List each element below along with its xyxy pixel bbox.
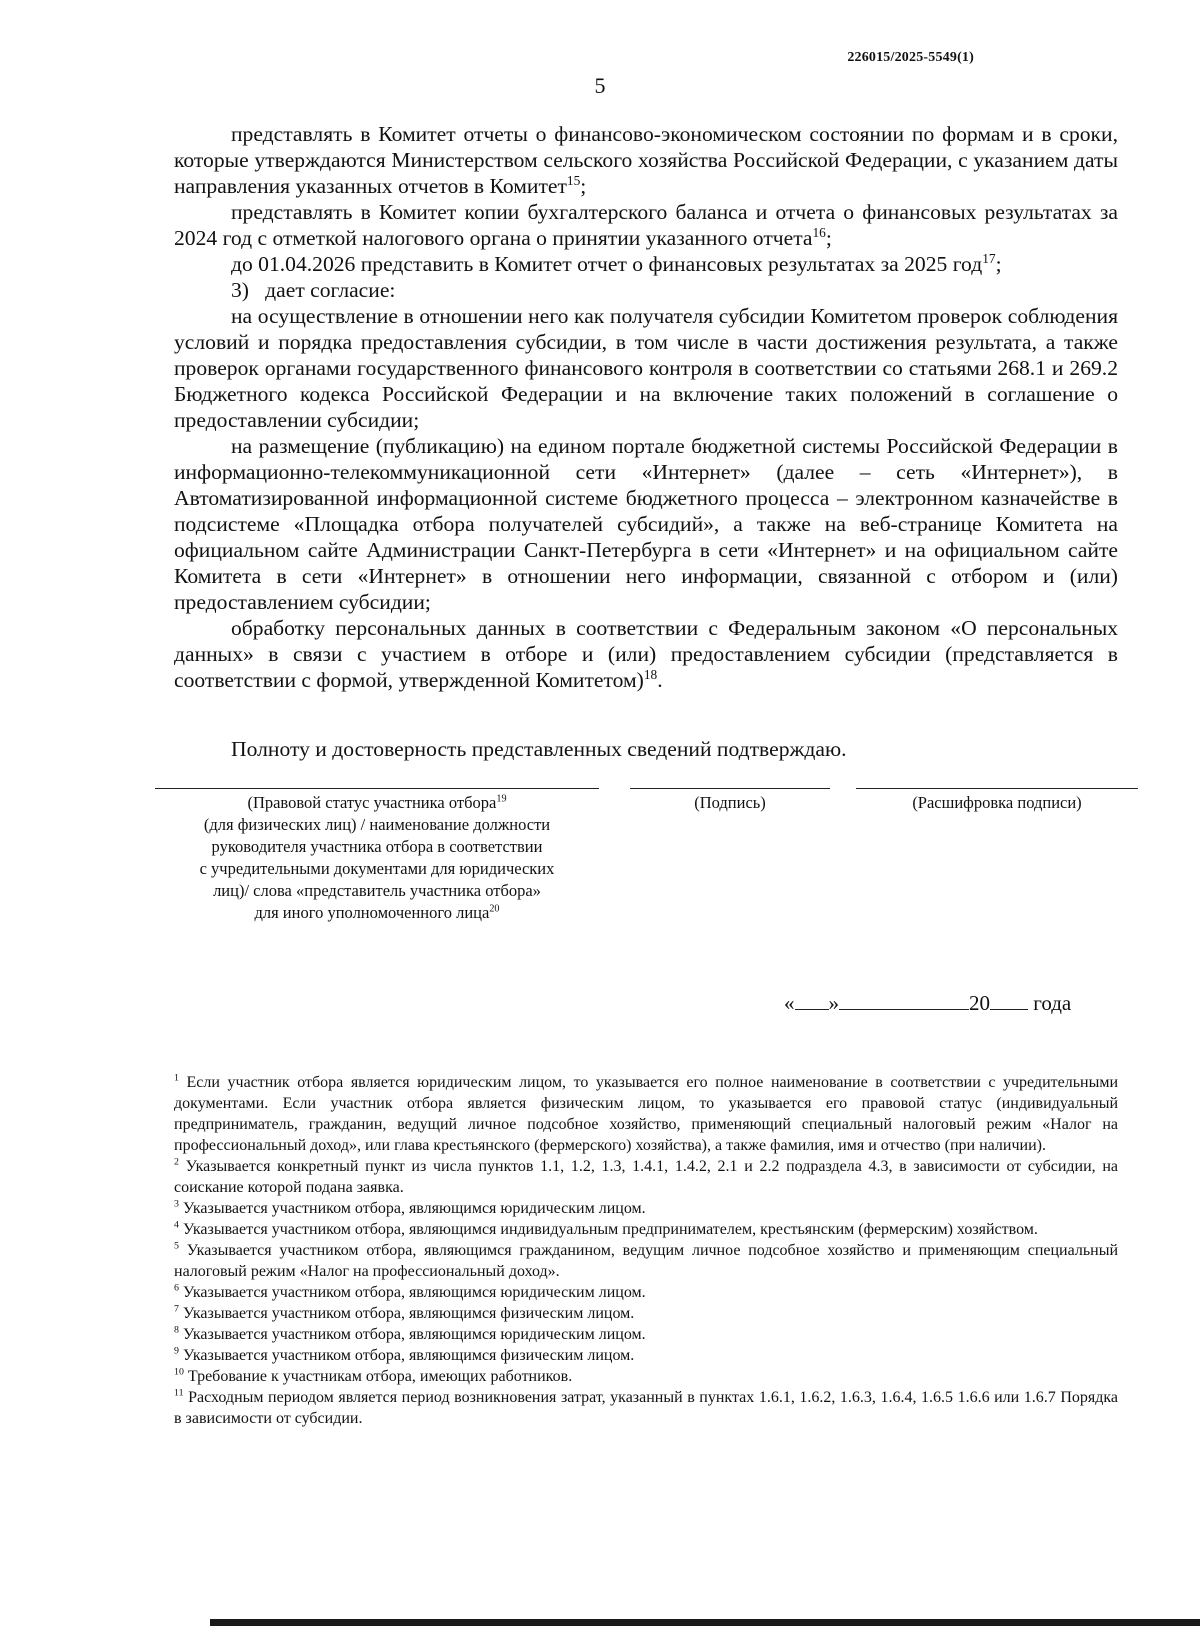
- footnote: $^7$ Указывается участником отбора, являющимся физическим лицом.: [174, 1303, 635, 1322]
- paragraph: до 01.04.2026 представить в Комитет отчет о финансовых результатах за 2025 год$^{17}$;: [231, 250, 1002, 276]
- confirmation-statement: Полноту и достоверность представленных сведений подтверждаю.: [231, 737, 847, 761]
- footnote: $^3$ Указывается участником отбора, являющимся юридическим лицом.: [174, 1198, 646, 1217]
- status-signature-line: [155, 788, 599, 789]
- footnote: $^{10}$ Требование к участникам отбора, имеющих работников.: [174, 1366, 573, 1385]
- document-number: 226015/2025-5549(1): [847, 50, 974, 65]
- paragraph: 3) дает согласие:: [231, 278, 396, 302]
- footnote-ref: 16: [812, 224, 826, 240]
- page-number: 5: [594, 73, 606, 98]
- footnotes: [174, 1072, 1118, 1429]
- signature-caption: (Подпись): [694, 793, 766, 812]
- footnote: $^1$ Если участник отбора является юридическим лицом, то указывается его полное наименование в соответствии с учредительными документами. Если участник отбора является физическим лицом, то указывается его правовой статус (индивидуальный предприниматель, гражданин, ведущий личное подсобное хозяйство, применяющий специальный налоговый режим «Налог на профессиональный доход», или глава крестьянского (фермерского) хозяйства), а также фамилия, имя и отчество (при наличии).: [174, 1072, 1119, 1154]
- footnote: $^8$ Указывается участником отбора, являющимся юридическим лицом.: [174, 1324, 646, 1343]
- footnote-ref: 15: [566, 172, 581, 188]
- footnote: $^5$ Указывается участником отбора, являющимся гражданином, ведущим личное подсобное хозяйство и применяющим специальный налоговый режим «Налог на профессиональный доход».: [174, 1240, 1118, 1280]
- status-caption: (Правовой статус участника отбора$^{19}$ (для физических лиц) / наименование должности руководителя участника отбора в соответствии с учредительными документами для юридических лиц)/ слова «представитель участника отбора» для иного уполномоченного лица$^{20}$: [199, 793, 555, 922]
- signature-line: [630, 788, 830, 789]
- day-blank: [795, 989, 829, 1010]
- footnote-ref: 18: [643, 666, 658, 682]
- month-blank: [839, 989, 969, 1010]
- main-text: [174, 121, 1118, 693]
- scan-edge-bar: [210, 1619, 1200, 1626]
- footnote: $^2$ Указывается конкретный пункт из числа пунктов 1.1, 1.2, 1.3, 1.4.1, 1.4.2, 2.1 и 2.2 подраздела 4.3, в зависимости от субсидии, на соискание которой подана заявка.: [174, 1156, 1119, 1196]
- paragraph: на осуществление в отношении него как получателя субсидии Комитетом проверок соблюдения условий и порядка предоставления субсидии, в том числе в части достижения результата, а также проверок органами государственного финансового контроля в соответствии со статьями 268.1 и 269.2 Бюджетного кодекса Российской Федерации и на включение таких положений в соглашение о предоставлении субсидии;: [174, 304, 1118, 432]
- footnote-ref: 17: [982, 250, 996, 266]
- transcript-line: [856, 788, 1138, 789]
- footnote: $^{11}$ Расходным периодом является период возникновения затрат, указанный в пунктах 1.6.1, 1.6.2, 1.6.3, 1.6.4, 1.6.5 1.6.6 или 1.6.7 Порядка в зависимости от субсидии.: [174, 1387, 1119, 1427]
- year-blank: [990, 989, 1028, 1010]
- footnote: $^4$ Указывается участником отбора, являющимся индивидуальным предпринимателем, крестьянским (фермерским) хозяйством.: [174, 1219, 1038, 1238]
- footnote: $^6$ Указывается участником отбора, являющимся юридическим лицом.: [174, 1282, 646, 1301]
- paragraph: на размещение (публикацию) на едином портале бюджетной системы Российской Федерации в информационно-телекоммуникационной сети «Интернет» (далее – сеть «Интернет»), в Автоматизированной информационной системе бюджетного процесса – электронном казначействе в подсистеме «Площадка отбора получателей субсидий», а также на веб-странице Комитета на официальном сайте Администрации Санкт-Петербурга в сети «Интернет» и на официальном сайте Комитета в сети «Интернет» в отношении него информации, связанной с отбором и (или) предоставлением субсидии;: [174, 434, 1118, 614]
- paragraph: представлять в Комитет копии бухгалтерского баланса и отчета о финансовых результатах за 2024 год с отметкой налогового органа о принятии указанного отчета$^{16}$;: [174, 200, 1118, 250]
- paragraph: представлять в Комитет отчеты о финансово-экономическом состоянии по формам и в сроки, которые утверждаются Министерством сельского хозяйства Российской Федерации, с указанием даты направления указанных отчетов в Комитет$^{15}$;: [174, 122, 1118, 198]
- transcript-caption: (Расшифровка подписи): [912, 793, 1082, 812]
- footnote: $^9$ Указывается участником отбора, являющимся физическим лицом.: [174, 1345, 635, 1364]
- date-line: « » 20 года: [784, 991, 1072, 1015]
- paragraph: обработку персональных данных в соответствии с Федеральным законом «О персональных данных» в связи с участием в отборе и (или) предоставлением субсидии (представляется в соответствии с формой, утвержденной Комитетом)$^{18}$.: [174, 616, 1118, 692]
